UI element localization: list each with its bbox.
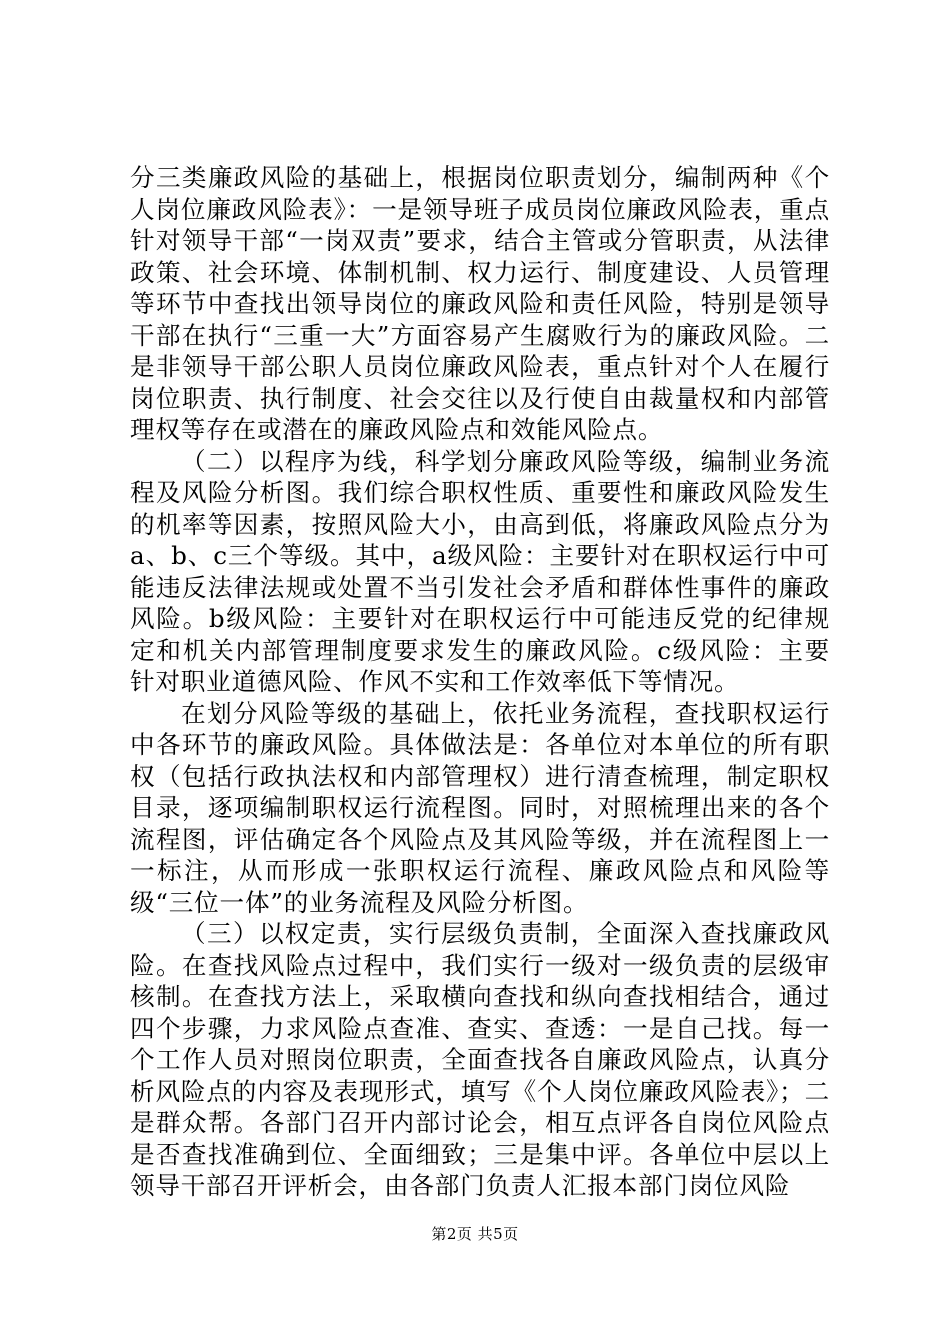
document-body [130,162,830,1202]
page-number: 第2页 [431,1225,473,1243]
paragraph-risk-grading: （二）以程序为线，科学划分廉政风险等级，编制业务流程及风险分析图。我们综合职权性质、重要性和廉政风险发生的机率等因素，按照风险大小，由高到低，将廉政风险点分为a、b、c三个等级。其中，a级风险：主要针对在职权运行中可能违反法律法规或处置不当引发社会矛盾和群体性事件的廉政风险。b级风险：主要针对在职权运行中可能违反党的纪律规定和机关内部管理制度要求发生的廉政风险。c级风险：主要针对职业道德风险、作风不实和工作效率低下等情况。 [130,446,830,696]
page-total: 共5页 [477,1225,519,1243]
page-footer [0,1224,950,1244]
paragraph-continuation: 分三类廉政风险的基础上，根据岗位职责划分，编制两种《个人岗位廉政风险表》：一是领导班子成员岗位廉政风险表，重点针对领导干部“一岗双责”要求，结合主管或分管职责，从法律政策、社会环境、体制机制、权力运行、制度建设、人员管理等环节中查找出领导岗位的廉政风险和责任风险，特别是领导干部在执行“三重一大”方面容易产生腐败行为的廉政风险。二是非领导干部公职人员岗位廉政风险表，重点针对个人在履行岗位职责、执行制度、社会交往以及行使自由裁量权和内部管理权等存在或潜在的廉政风险点和效能风险点。 [130,163,830,444]
paragraph-workflow-analysis: 在划分风险等级的基础上，依托业务流程，查找职权运行中各环节的廉政风险。具体做法是：各单位对本单位的所有职权（包括行政执法权和内部管理权）进行清查梳理，制定职权目录，逐项编制职权运行流程图。同时，对照梳理出来的各个流程图，评估确定各个风险点及其风险等级，并在流程图上一一标注，从而形成一张职权运行流程、廉政风险点和风险等级“三位一体”的业务流程及风险分析图。 [130,698,830,917]
paragraph-hierarchical-responsibility: （三）以权定责，实行层级负责制，全面深入查找廉政风险。在查找风险点过程中，我们实行一级对一级负责的层级审核制。在查找方法上，采取横向查找和纵向查找相结合，通过四个步骤，力求风险点查准、查实、查透：一是自己找。每一个工作人员对照岗位职责，全面查找各自廉政风险点，认真分析风险点的内容及表现形式，填写《个人岗位廉政风险表》；二是群众帮。各部门召开内部讨论会，相互点评各自岗位风险点是否查找准确到位、全面细致；三是集中评。各单位中层以上领导干部召开评析会，由各部门负责人汇报本部门岗位风险 [130,919,830,1200]
